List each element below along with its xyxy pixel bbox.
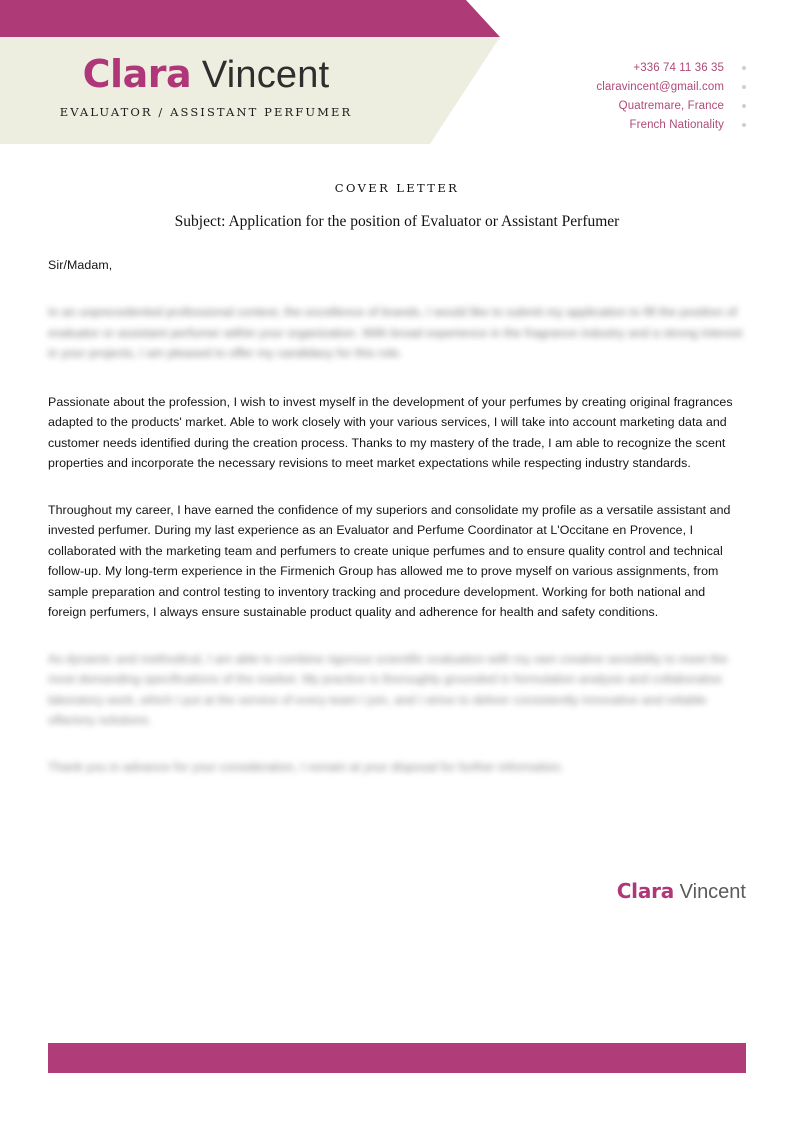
- contact-email-text: claravincent@gmail.com: [596, 80, 724, 93]
- bullet-dot-icon: [742, 85, 746, 89]
- full-name: [0, 52, 412, 97]
- name-block: [0, 52, 412, 119]
- letter-header: [0, 0, 794, 150]
- signature-last-name: Vincent: [679, 881, 746, 903]
- contact-phone-text: +336 74 11 36 35: [633, 61, 724, 74]
- paragraph-closing: Thank you in advance for your consideration, I remain at your disposal for further information.: [48, 759, 564, 774]
- bullet-dot-icon: [742, 66, 746, 70]
- contact-item-email[interactable]: [596, 77, 746, 96]
- signature-first-name: Clara: [616, 879, 675, 903]
- document-title: COVER LETTER: [334, 181, 460, 195]
- contact-item-phone[interactable]: [596, 58, 746, 77]
- signature: [617, 878, 746, 905]
- contact-location-text: Quatremare, France: [618, 99, 724, 112]
- subject-line: Subject: Application for the position of Evaluator or Assistant Perfumer: [174, 213, 620, 230]
- first-name: Clara: [82, 52, 192, 96]
- paragraph-intro: In an unprecedented professional context, the excellence of brands, I would like to submit my application to fill the position of evaluator or assistant perfumer within your organization. With broad experience in the fragrance industry and a strong interest in your projects, I am pleased to offer my candidacy for this role.: [48, 305, 743, 360]
- paragraph-motivation: Passionate about the profession, I wish to invest myself in the development of your perfumes by creating original fragrances adapted to the products' market. Able to work closely with your various services, I will take into account marketing data and customer needs identified during the creation process. Thanks to my mastery of the trade, I am able to recognize the scent properties and incorporate the necessary revisions to meet market expectations while respecting industry standards.: [48, 394, 733, 470]
- header-magenta-band: [0, 0, 500, 37]
- paragraph-experience: Throughout my career, I have earned the confidence of my superiors and consolidate my profile as a versatile assistant and invested perfumer. During my last experience as an Evaluator and Perfume Coordinator at L'Occitane en Provence, I collaborated with the marketing team and perfumers to create unique perfumes and to ensure quality control and technical follow-up. My long-term experience in the Firmenich Group has allowed me to prove myself on various assignments, from sample preparation and control testing to inventory tracking and procedure development. Working for both national and foreign perfumers, I always ensure sustainable product quality and adherence for health and safety conditions.: [48, 502, 731, 619]
- contact-block: [596, 58, 746, 134]
- salutation: Sir/Madam,: [48, 258, 113, 272]
- last-name: Vincent: [201, 54, 330, 96]
- footer-bar: [48, 1043, 746, 1073]
- contact-nationality-text: French Nationality: [629, 118, 724, 131]
- contact-item-nationality: [596, 115, 746, 134]
- bullet-dot-icon: [742, 123, 746, 127]
- paragraph-closing-detail: As dynamic and methodical, I am able to combine rigorous scientific evaluation with my own creative sensibility to meet the most demanding specifications of the market. My practice is thoroughly grounded in formulation analysis and collaborative laboratory work, which I put at the service of every team I join, and I strive to deliver consistently innovative and reliable olfactory solutions.: [48, 651, 728, 727]
- letter-body: [48, 258, 746, 803]
- contact-item-location: [596, 96, 746, 115]
- bullet-dot-icon: [742, 104, 746, 108]
- job-title: EVALUATOR / ASSISTANT PERFUMER: [59, 105, 353, 119]
